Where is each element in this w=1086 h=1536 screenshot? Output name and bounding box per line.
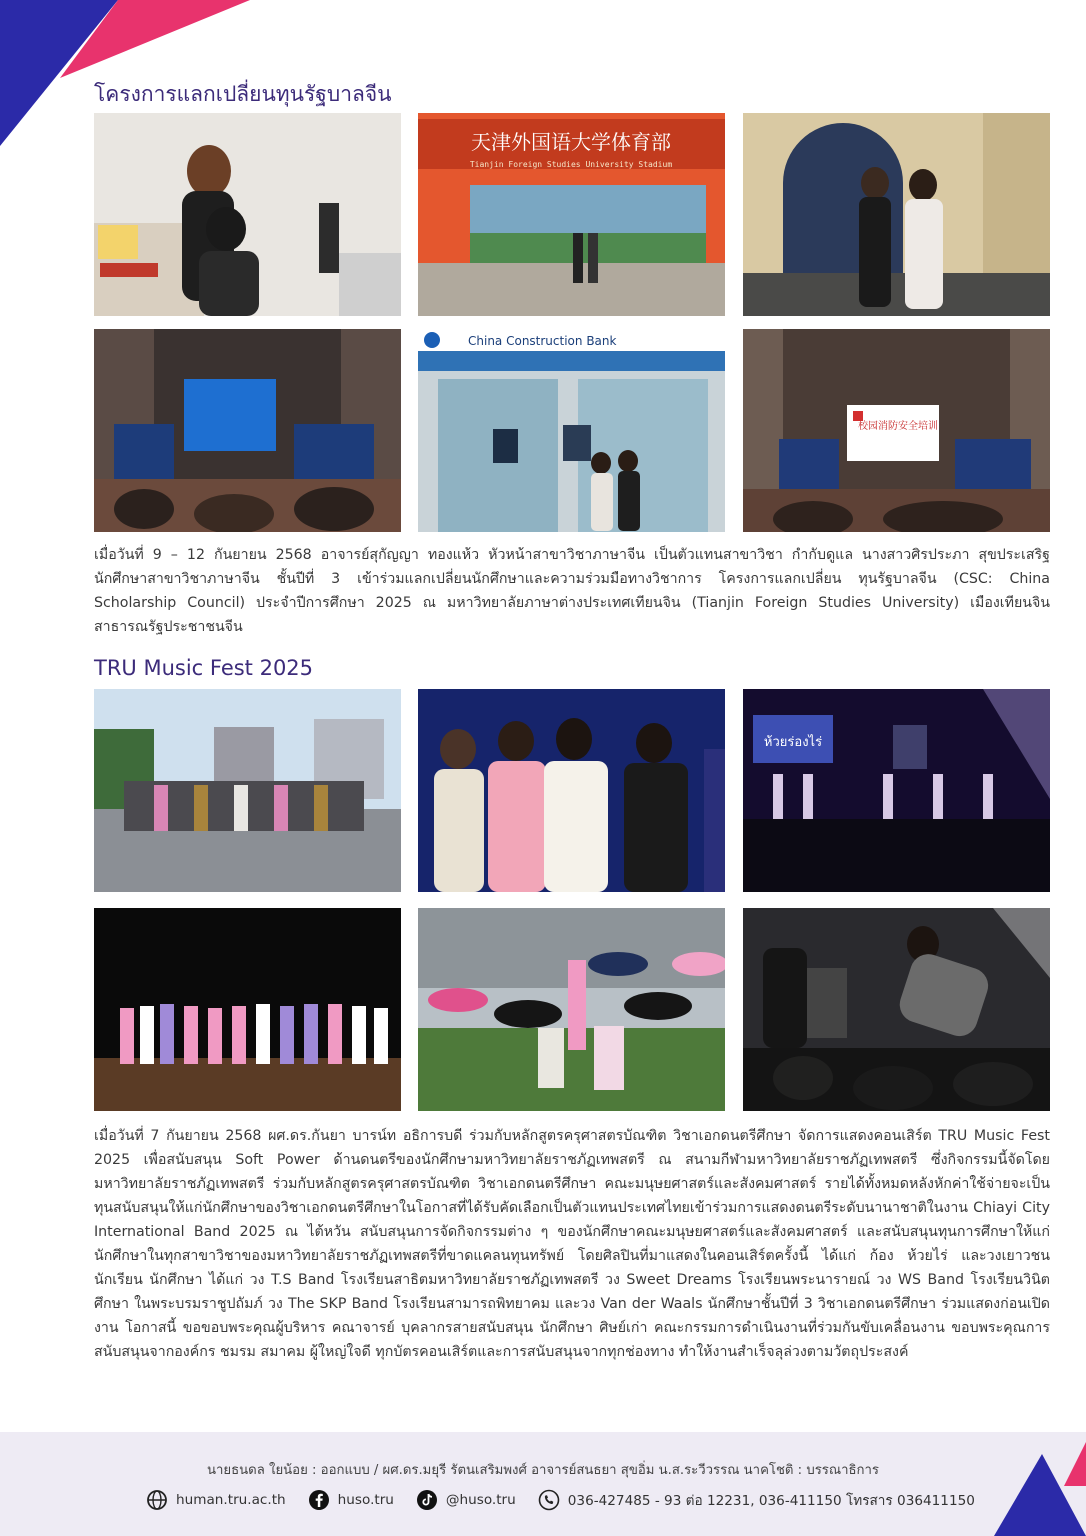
photo-speakers-on-stage <box>418 689 725 892</box>
photo-registration-desk <box>94 113 401 316</box>
website-link[interactable]: human.tru.ac.th <box>176 1492 286 1508</box>
phone-numbers: 036-427485 - 93 ต่อ 12231, 036-411150 โทรสาร 036411150 <box>567 1493 975 1509</box>
photo-auditorium-screen <box>94 329 401 532</box>
phone-icon <box>538 1489 560 1511</box>
photo-group-daytime <box>94 689 401 892</box>
tiktok-link[interactable]: @huso.tru <box>445 1492 516 1508</box>
section-title-csc-exchange: โครงการแลกเปลี่ยนทุนรัฐบาลจีน <box>94 82 392 106</box>
sign-english-text: Tianjin Foreign Studies University Stadium <box>469 160 673 169</box>
sign-chinese-text: 天津外国语大学体育部 <box>471 130 671 154</box>
photo-grid-music-fest <box>94 689 1050 1111</box>
paragraph-music-fest: เมื่อวันที่ 7 กันยายน 2568 ผศ.ดร.กันยา บารน์ท อธิการบดี ร่วมกับหลักสูตรครุศาสตรบัณฑิต วิชาเอกดนตรีศึกษา จัดการแสดงคอนเสิร์ต TRU Music Fest 2025 เพื่อสนับสนุน Soft Power ด้านดนตรีของนักศึกษามหาวิทยาลัยราชภัฏเทพสตรี ณ สนามกีฬามหาวิทยาลัยราชภัฏเทพสตรี ซึ่งกิจกรรมนี้จัดโดยมหาวิทยาลัยราชภัฏเทพสตรี ร่วมกับหลักสูตรครุศาสตรบัณฑิต วิชาเอกดนตรีศึกษา คณะมนุษยศาสตร์และสังคมศาสตร์ รายได้ทั้งหมดหลังหักค่าใช้จ่ายจะเป็นทุนสนับสนุนให้แก่นักศึกษาของวิชาเอกดนตรีศึกษาในโอกาสที่ได้รับคัดเลือกเป็นตัวแทนประเทศไทยเข้าร่วมการแสดงดนตรีระดับนานาชาติในงาน Chiayi City International Band 2025 ณ ไต้หวัน สนับสนุนการจัดกิจกรรมต่าง ๆ ของนักศึกษาคณะมนุษยศาสตร์และสังคมศาสตร์ และสนับสนุนทุนการศึกษาให้แก่นักศึกษาในทุกสาขาวิชาของมหาวิทยาลัยราชภัฏเทพสตรีที่ขาดแคลนทุนทรัพย์ โดยศิลปินที่มาแสดงในคอนเสิร์ตครั้งนี้ ได้แก่ ก้อง ห้วยไร่ และวงเยาวชน นักเรียน นักศึกษา ได้แก่ วง T.S Band โรงเรียนสาธิตมหาวิทยาลัยราชภัฏเทพสตรี วง Sweet Dreams โรงเรียนพระนารายณ์ วง WS Band โรงเรียนวินิตศึกษา ในพระบรมราชูปถัมภ์ วง The SKP Band โรงเรียนสามารถพิทยาคม และวง Van der Waals นักศึกษาชั้นปีที่ 3 วิชาเอกดนตรีศึกษา ร่วมแสดงก่อนเปิดงาน โอกาสนี้ ขอขอบพระคุณผู้บริหาร คณาจารย์ บุคลากรสายสนับสนุน นักศึกษา ศิษย์เก่า คณะกรรมการดำเนินงานที่ร่วมกันขับเคลื่อนงาน ขอบพระคุณการสนับสนุนจากองค์กร ชมรม สมาคม ผู้ใหญ่ใจดี ทุกบัตรคอนเสิร์ตและการสนับสนุนจากทุกช่องทาง ทำให้งานสำเร็จลุล่วงตามวัตถุประสงค์ <box>94 1128 1050 1360</box>
tiktok-icon <box>416 1489 438 1511</box>
footer <box>0 1432 1086 1536</box>
section-title-music-fest: TRU Music Fest 2025 <box>94 656 314 680</box>
stage-screen-text: ห้วยร่องไร่ <box>763 735 823 750</box>
photo-singer-audience <box>743 908 1050 1111</box>
paragraph-csc-exchange: เมื่อวันที่ 9 – 12 กันยายน 2568 อาจารย์สุกัญญา ทองแห้ว หัวหน้าสาขาวิชาภาษาจีน เป็นตัวแทนสาขาวิชา กำกับดูแล นางสาวศิรประภา สุขประเสริฐ นักศึกษาสาขาวิชาภาษาจีน ชั้นปีที่ 3 เข้าร่วมแลกเปลี่ยนนักศึกษาและความร่วมมือทางวิชาการ โครงการแลกเปลี่ยน ทุนรัฐบาลจีน (CSC: China Scholarship Council) ประจำปีการศึกษา 2025 ณ มหาวิทยาลัยภาษาต่างประเทศเทียนจิน (Tianjin Foreign Studies University) เมืองเทียนจิน สาธารณรัฐประชาชนจีน <box>94 547 1050 635</box>
photo-stadium-gate <box>418 113 725 316</box>
photo-china-construction-bank <box>418 329 725 532</box>
photo-fire-safety-training <box>743 329 1050 532</box>
corner-decoration-bottom-right <box>976 1442 1086 1536</box>
photo-rainy-crowd-umbrellas <box>418 908 725 1111</box>
footer-contacts <box>146 1489 975 1511</box>
photo-grid-csc <box>94 113 1050 533</box>
facebook-link[interactable]: huso.tru <box>337 1492 394 1508</box>
photo-night-archway <box>743 113 1050 316</box>
footer-credits: นายธนดล ใยน้อย : ออกแบบ / ผศ.ดร.มยุรี รัตนเสริมพงศ์ อาจารย์สนธยา สุขอิ่ม น.ส.ระวีวรรณ นาคโชติ : บรรณาธิการ <box>206 1463 880 1478</box>
photo-group-night <box>94 908 401 1111</box>
bank-name-text: China Construction Bank <box>468 334 617 348</box>
photo-concert-stage <box>743 689 1050 892</box>
globe-icon <box>146 1489 168 1511</box>
facebook-icon <box>308 1489 330 1511</box>
training-screen-text: 校园消防安全培训 <box>858 421 938 432</box>
